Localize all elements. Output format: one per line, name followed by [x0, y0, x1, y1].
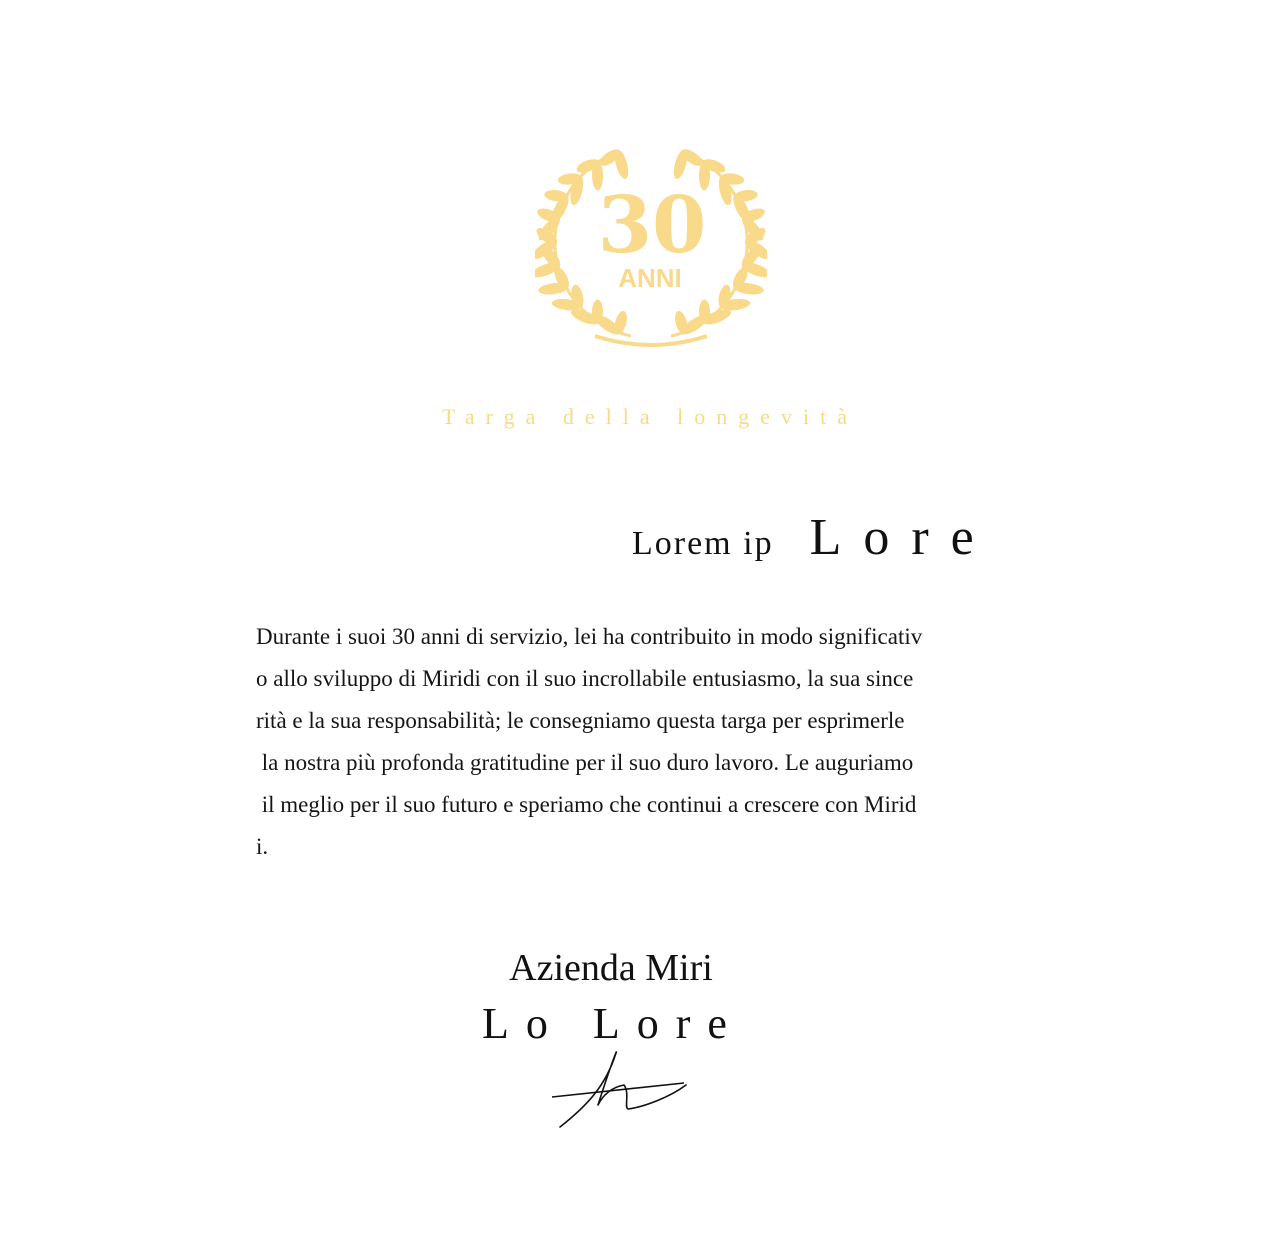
laurel-emblem: [535, 140, 767, 355]
dedication-line: la nostra più profonda gratitudine per il suo duro lavoro. Le auguriamo: [256, 750, 914, 775]
recipient-name: [632, 508, 996, 567]
signature-icon: [548, 1045, 693, 1135]
plaque-subtitle: Targa della longevità: [442, 404, 858, 429]
dedication-line: i.: [256, 834, 269, 859]
dedication-line: Durante i suoi 30 anni di servizio, lei ha contribuito in modo significativ: [256, 624, 923, 649]
emblem-word: ANNI: [618, 263, 682, 293]
recipient-name-large: Lore: [809, 509, 996, 566]
dedication-line: il meglio per il suo futuro e speriamo che continui a crescere con Mirid: [256, 792, 917, 817]
dedication-line: rità e la sua responsabilità; le consegniamo questa targa per esprimerle: [256, 708, 905, 733]
signer-name: Lo Lore: [482, 999, 744, 1048]
emblem-number: 30: [597, 180, 707, 271]
company-name: Azienda Miri: [509, 947, 713, 989]
dedication-line: o allo sviluppo di Miridi con il suo incrollabile entusiasmo, la sua since: [256, 666, 914, 691]
laurel-wreath-icon: [535, 140, 767, 355]
recipient-name-small: Lorem ip: [632, 525, 774, 562]
dedication-text: [256, 616, 1046, 868]
